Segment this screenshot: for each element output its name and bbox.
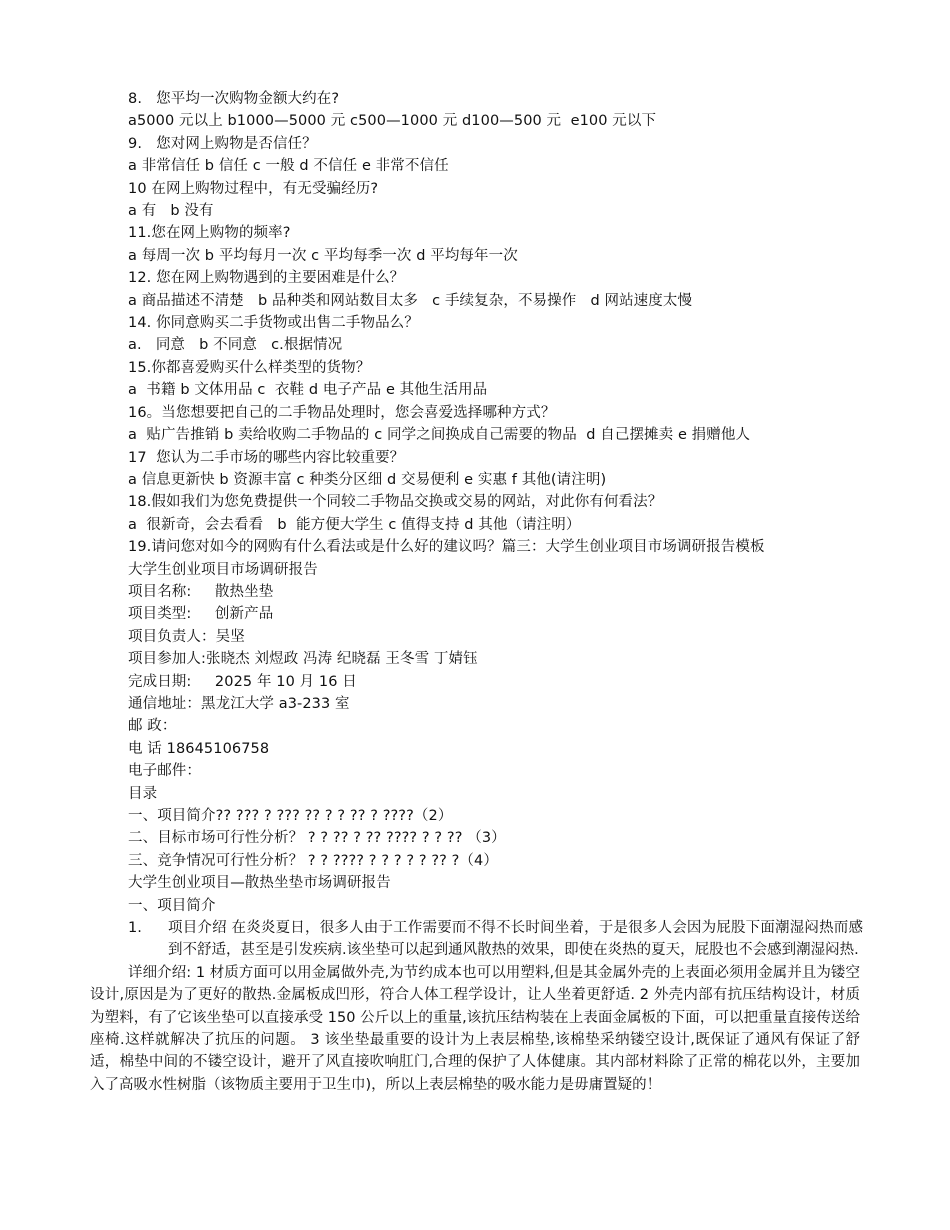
toc-entry-1: 一、项目简介?? ??? ? ??? ?? ? ? ?? ? ????（2）	[128, 808, 453, 824]
question-10: 10 在网上购物过程中，有无受骗经历?	[128, 180, 379, 197]
numbered-item-1	[128, 917, 863, 962]
project-participants: 项目参加人:张晓杰 刘煜政 冯涛 纪晓磊 王冬雪 丁婧钰	[128, 651, 478, 668]
answer-17: a 信息更新快 b 资源丰富 c 种类分区细 d 交易便利 e 实惠 f 其他(请注明)	[128, 471, 607, 488]
detail-paragraph: 详细介绍: 1 材质方面可以用金属做外壳,为节约成本也可以用塑料,但是其金属外壳的上表面必须用金属并且为镂空设计,原因是为了更好的散热.金属板成凹形，符合人体工程学设计，让人坐着更舒适. 2 外壳内部有抗压结构设计，材质为塑料，有了它该坐垫可以直接承受 150 公斤以上的重量,该抗压结构装在上表面金属板的下面，可以把重量直接传送给座椅.这样就解决了抗压的问题。 3 该坐垫最重要的设计为上表层棉垫,该棉垫采纳镂空设计,既保证了通风有保证了舒适，棉垫中间的不镂空设计，避开了风直接吹响肛门,合理的保护了人体健康。其内部材料除了正常的棉花以外，主要加入了高吸水性树脂（该物质主要用于卫生巾)，所以上表层棉垫的吸水能力是毋庸置疑的！	[90, 964, 860, 1093]
phone: 电 话 18645106758	[128, 740, 270, 757]
mailing-address: 通信地址：黑龙江大学 a3-233 室	[128, 695, 350, 712]
question-19: 19.请问您对如今的网购有什么看法或是什么好的建议吗？篇三：大学生创业项目市场调研报告模板	[128, 539, 765, 556]
answer-9: a 非常信任 b 信任 c 一般 d 不信任 e 非常不信任	[128, 158, 449, 175]
postal-code: 邮 政：	[128, 718, 177, 735]
answer-16: a 贴广告推销 b 卖给收购二手物品的 c 同学之间换成自己需要的物品 d 自己摆摊卖 e 捐赠他人	[128, 427, 751, 444]
question-15: 15.你都喜爱购买什么样类型的货物？	[128, 359, 371, 376]
answer-14: a. 同意 b 不同意 c.根据情况	[128, 337, 343, 354]
item-number: 1.	[128, 920, 142, 937]
report-subtitle: 大学生创业项目—散热坐垫市场调研报告	[128, 875, 391, 892]
answer-12: a 商品描述不清楚 b 品种类和网站数目太多 c 手续复杂，不易操作 d 网站速度太慢	[128, 292, 693, 309]
question-18: 18.假如我们为您免费提供一个同较二手物品交换或交易的网站，对此你有何看法？	[128, 494, 663, 511]
question-9: 9. 您对网上购物是否信任？	[128, 135, 317, 152]
question-8: 8. 您平均一次购物金额大约在?	[128, 91, 340, 107]
answer-11: a 每周一次 b 平均每月一次 c 平均每季一次 d 平均每年一次	[128, 247, 518, 264]
project-type: 项目类型: 创新产品	[128, 606, 274, 623]
toc-entry-3: 三、竞争情况可行性分析？ ? ? ???? ? ? ? ? ? ?? ?（4）	[128, 852, 498, 869]
answer-10: a 有 b 没有	[128, 203, 214, 220]
email: 电子邮件：	[128, 763, 201, 780]
question-17: 17 您认为二手市场的哪些内容比较重要？	[128, 449, 405, 466]
completion-date: 完成日期: 2025 年 10 月 16 日	[128, 673, 357, 690]
item-text: 项目介绍 在炎炎夏日，很多人由于工作需要而不得不长时间坐着，于是很多人会因为屁股下面潮湿闷热而感到不舒适，甚至是引发疾病.该坐垫可以起到通风散热的效果，即使在炎热的夏天，屁股也不会感到潮湿闷热.	[168, 920, 863, 959]
answer-8: a5000 元以上 b1000—5000 元 c500—1000 元 d100—500 元 e100 元以下	[128, 113, 657, 130]
section-heading: 一、项目简介	[128, 897, 216, 914]
question-11: 11.您在网上购物的频率?	[128, 225, 291, 242]
report-title: 大学生创业项目市场调研报告	[128, 561, 318, 578]
question-12: 12. 您在网上购物遇到的主要困难是什么？	[128, 270, 405, 287]
answer-15: a 书籍 b 文体用品 c 衣鞋 d 电子产品 e 其他生活用品	[128, 382, 488, 399]
toc-entry-2: 二、目标市场可行性分析？ ? ? ?? ? ?? ???? ? ? ?? （3）	[128, 830, 506, 847]
question-16: 16。当您想要把自己的二手物品处理时，您会喜爱选择哪种方式？	[128, 404, 556, 421]
question-14: 14. 你同意购买二手货物或出售二手物品么？	[128, 315, 419, 332]
toc-heading: 目录	[128, 785, 158, 802]
answer-18: a 很新奇，会去看看 b 能方便大学生 c 值得支持 d 其他（请注明）	[128, 516, 581, 533]
project-leader: 项目负责人：吴坚	[128, 628, 245, 645]
document-page	[0, 88, 950, 1096]
project-name: 项目名称: 散热坐垫	[128, 583, 274, 600]
